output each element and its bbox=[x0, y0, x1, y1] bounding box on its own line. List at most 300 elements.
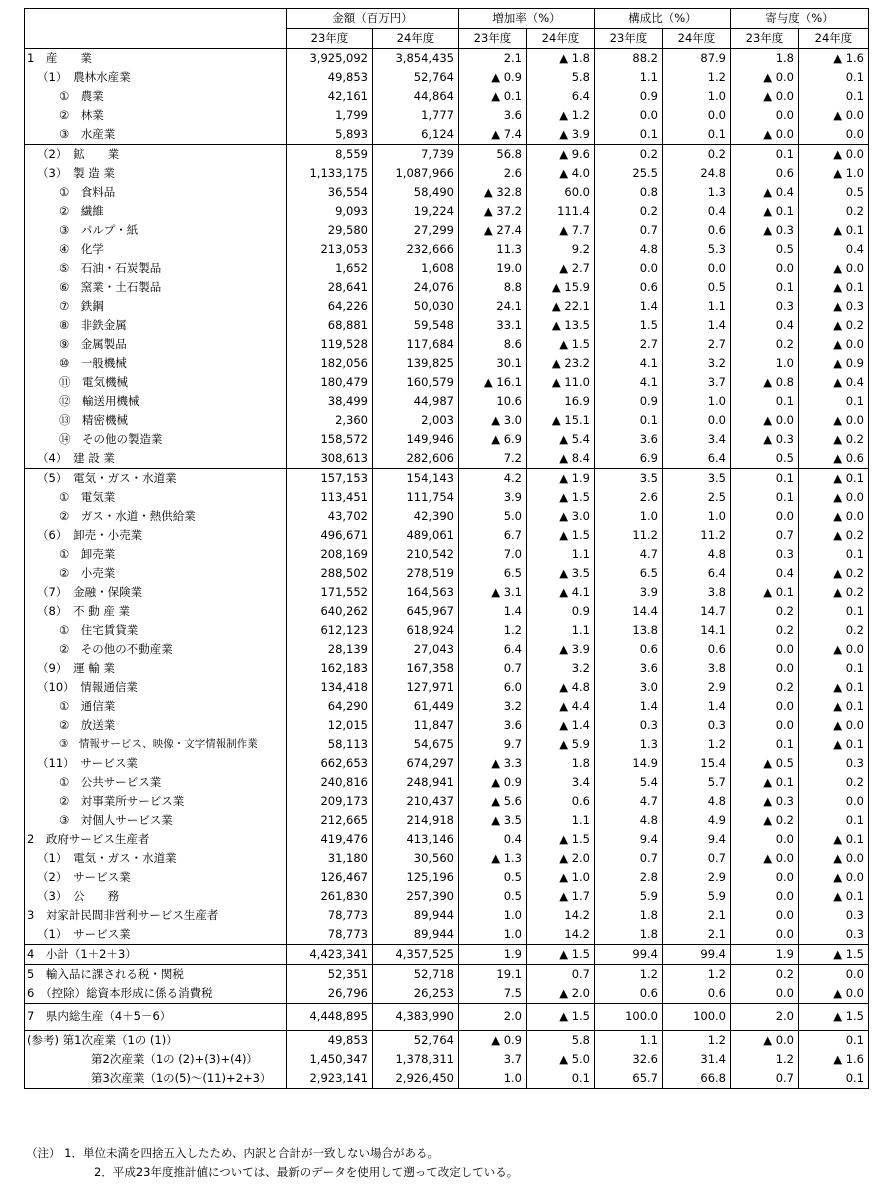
cell-value: 0.0 bbox=[731, 984, 799, 1004]
cell-value: 43,702 bbox=[287, 507, 373, 526]
row-label: ⑫ 輸送用機械 bbox=[25, 392, 287, 411]
cell-value: 6.5 bbox=[595, 564, 663, 583]
cell-value: 0.1 bbox=[731, 469, 799, 489]
table-row bbox=[25, 868, 869, 887]
cell-value: 0.0 bbox=[799, 965, 869, 985]
row-label: （1） 電気・ガス・水道業 bbox=[25, 849, 287, 868]
cell-value: ▲ 8.4 bbox=[527, 449, 595, 469]
cell-value: 15.4 bbox=[663, 754, 731, 773]
year-23: 23年度 bbox=[459, 29, 527, 49]
cell-value: ▲ 1.6 bbox=[799, 49, 869, 69]
cell-value: ▲ 0.0 bbox=[731, 411, 799, 430]
cell-value: 42,161 bbox=[287, 87, 373, 106]
cell-value: 28,641 bbox=[287, 278, 373, 297]
cell-value: 0.6 bbox=[595, 640, 663, 659]
cell-value: 1.0 bbox=[663, 507, 731, 526]
cell-value: 0.0 bbox=[731, 697, 799, 716]
table-row bbox=[25, 106, 869, 125]
cell-value: 0.0 bbox=[731, 925, 799, 945]
table-row bbox=[25, 792, 869, 811]
cell-value: ▲ 0.0 bbox=[799, 488, 869, 507]
cell-value: 88.2 bbox=[595, 49, 663, 69]
row-label: 6 （控除）総資本形成に係る消費税 bbox=[25, 984, 287, 1004]
cell-value: 59,548 bbox=[373, 316, 459, 335]
cell-value: 2,926,450 bbox=[373, 1069, 459, 1089]
cell-value: 0.3 bbox=[799, 754, 869, 773]
cell-value: 213,053 bbox=[287, 240, 373, 259]
cell-value: 674,297 bbox=[373, 754, 459, 773]
cell-value: 0.0 bbox=[731, 507, 799, 526]
cell-value: 9.2 bbox=[527, 240, 595, 259]
table-row bbox=[25, 392, 869, 411]
cell-value: 0.7 bbox=[663, 849, 731, 868]
cell-value: 1.8 bbox=[731, 49, 799, 69]
table-row bbox=[25, 945, 869, 965]
row-label: ⑭ その他の製造業 bbox=[25, 430, 287, 449]
cell-value: 1,087,966 bbox=[373, 164, 459, 183]
row-label: ① 通信業 bbox=[25, 697, 287, 716]
cell-value: 14.1 bbox=[663, 621, 731, 640]
row-label: （8） 不 動 産 業 bbox=[25, 602, 287, 621]
cell-value: 27,299 bbox=[373, 221, 459, 240]
table-row bbox=[25, 830, 869, 849]
table-row bbox=[25, 564, 869, 583]
cell-value: 24,076 bbox=[373, 278, 459, 297]
row-label: 第2次産業（1の (2)+(3)+(4)） bbox=[25, 1050, 287, 1069]
table-row bbox=[25, 906, 869, 925]
cell-value: 111.4 bbox=[527, 202, 595, 221]
table-body bbox=[25, 49, 869, 1089]
cell-value: 2.0 bbox=[731, 1004, 799, 1031]
cell-value: 1,777 bbox=[373, 106, 459, 125]
cell-value: 5,893 bbox=[287, 125, 373, 145]
cell-value: ▲ 23.2 bbox=[527, 354, 595, 373]
cell-value: 19,224 bbox=[373, 202, 459, 221]
table-row bbox=[25, 221, 869, 240]
cell-value: ▲ 0.0 bbox=[799, 259, 869, 278]
cell-value: ▲ 0.1 bbox=[799, 278, 869, 297]
table-row bbox=[25, 183, 869, 202]
row-label: 第3次産業（1の(5)～(11)+2+3） bbox=[25, 1069, 287, 1089]
cell-value: 240,816 bbox=[287, 773, 373, 792]
row-label: ③ 水産業 bbox=[25, 125, 287, 145]
cell-value: ▲ 0.2 bbox=[799, 564, 869, 583]
row-label: ② その他の不動産業 bbox=[25, 640, 287, 659]
cell-value: 158,572 bbox=[287, 430, 373, 449]
cell-value: 54,675 bbox=[373, 735, 459, 754]
cell-value: ▲ 2.0 bbox=[527, 984, 595, 1004]
cell-value: ▲ 0.0 bbox=[799, 984, 869, 1004]
cell-value: 1.9 bbox=[731, 945, 799, 965]
cell-value: 2.9 bbox=[663, 678, 731, 697]
cell-value: 0.2 bbox=[663, 145, 731, 165]
cell-value: ▲ 0.0 bbox=[731, 87, 799, 106]
cell-value: 0.0 bbox=[663, 259, 731, 278]
table-row bbox=[25, 507, 869, 526]
cell-value: 3.7 bbox=[459, 1050, 527, 1069]
row-label: ⑨ 金属製品 bbox=[25, 335, 287, 354]
cell-value: 3.6 bbox=[459, 106, 527, 125]
cell-value: 58,113 bbox=[287, 735, 373, 754]
cell-value: ▲ 1.8 bbox=[527, 49, 595, 69]
footnotes bbox=[26, 1144, 518, 1182]
cell-value: 160,579 bbox=[373, 373, 459, 392]
cell-value: 139,825 bbox=[373, 354, 459, 373]
row-label: ① 食料品 bbox=[25, 183, 287, 202]
cell-value: 1.5 bbox=[595, 316, 663, 335]
row-label: ③ 情報サービス、映像・文字情報制作業 bbox=[25, 735, 287, 754]
cell-value: 0.6 bbox=[595, 278, 663, 297]
cell-value: 0.4 bbox=[799, 240, 869, 259]
cell-value: 4,448,895 bbox=[287, 1004, 373, 1031]
cell-value: 0.1 bbox=[799, 68, 869, 87]
cell-value: ▲ 9.6 bbox=[527, 145, 595, 165]
cell-value: 0.0 bbox=[799, 125, 869, 145]
cell-value: 26,796 bbox=[287, 984, 373, 1004]
cell-value: 0.2 bbox=[731, 335, 799, 354]
cell-value: 0.9 bbox=[595, 87, 663, 106]
cell-value: 278,519 bbox=[373, 564, 459, 583]
cell-value: ▲ 0.0 bbox=[799, 716, 869, 735]
cell-value: 3.6 bbox=[459, 716, 527, 735]
cell-value: 0.4 bbox=[459, 830, 527, 849]
cell-value: ▲ 0.0 bbox=[799, 335, 869, 354]
header-group-row bbox=[25, 9, 869, 29]
cell-value: 308,613 bbox=[287, 449, 373, 469]
cell-value: 4.7 bbox=[595, 545, 663, 564]
cell-value: ▲ 27.4 bbox=[459, 221, 527, 240]
cell-value: 0.1 bbox=[731, 392, 799, 411]
table-row bbox=[25, 68, 869, 87]
table-row bbox=[25, 316, 869, 335]
table-row bbox=[25, 735, 869, 754]
cell-value: 58,490 bbox=[373, 183, 459, 202]
header-contribution: 寄与度（%） bbox=[731, 9, 869, 29]
cell-value: 0.3 bbox=[731, 297, 799, 316]
cell-value: ▲ 1.5 bbox=[527, 526, 595, 545]
cell-value: 0.0 bbox=[731, 868, 799, 887]
cell-value: 5.8 bbox=[527, 68, 595, 87]
cell-value: 1.0 bbox=[663, 87, 731, 106]
cell-value: 1.0 bbox=[459, 925, 527, 945]
cell-value: 0.1 bbox=[799, 1069, 869, 1089]
cell-value: 489,061 bbox=[373, 526, 459, 545]
cell-value: 0.1 bbox=[731, 145, 799, 165]
cell-value: 13.8 bbox=[595, 621, 663, 640]
cell-value: 3.6 bbox=[595, 659, 663, 678]
cell-value: 0.1 bbox=[731, 278, 799, 297]
cell-value: ▲ 4.1 bbox=[527, 583, 595, 602]
cell-value: 117,684 bbox=[373, 335, 459, 354]
cell-value: 2.9 bbox=[663, 868, 731, 887]
cell-value: 1.1 bbox=[527, 811, 595, 830]
cell-value: ▲ 0.5 bbox=[731, 754, 799, 773]
cell-value: 19.1 bbox=[459, 965, 527, 985]
cell-value: ▲ 0.1 bbox=[799, 697, 869, 716]
cell-value: 618,924 bbox=[373, 621, 459, 640]
row-label: ③ パルプ・紙 bbox=[25, 221, 287, 240]
table-row bbox=[25, 145, 869, 165]
cell-value: 3.2 bbox=[663, 354, 731, 373]
cell-value: 0.2 bbox=[799, 202, 869, 221]
cell-value: 3.9 bbox=[459, 488, 527, 507]
cell-value: 65.7 bbox=[595, 1069, 663, 1089]
cell-value: 111,754 bbox=[373, 488, 459, 507]
cell-value: 49,853 bbox=[287, 1031, 373, 1051]
row-label: ① 電気業 bbox=[25, 488, 287, 507]
cell-value: 0.9 bbox=[527, 602, 595, 621]
cell-value: 1.4 bbox=[663, 316, 731, 335]
cell-value: 0.7 bbox=[731, 1069, 799, 1089]
cell-value: ▲ 0.2 bbox=[799, 583, 869, 602]
cell-value: 0.4 bbox=[731, 316, 799, 335]
table-row bbox=[25, 526, 869, 545]
cell-value: ▲ 6.9 bbox=[459, 430, 527, 449]
cell-value: 89,944 bbox=[373, 925, 459, 945]
cell-value: ▲ 1.6 bbox=[799, 1050, 869, 1069]
cell-value: ▲ 3.9 bbox=[527, 640, 595, 659]
cell-value: 4.8 bbox=[663, 545, 731, 564]
cell-value: 5.3 bbox=[663, 240, 731, 259]
cell-value: 0.6 bbox=[663, 984, 731, 1004]
row-label: 1 産 業 bbox=[25, 49, 287, 69]
cell-value: 232,666 bbox=[373, 240, 459, 259]
cell-value: 29,580 bbox=[287, 221, 373, 240]
cell-value: ▲ 0.4 bbox=[731, 183, 799, 202]
cell-value: 0.6 bbox=[663, 221, 731, 240]
cell-value: ▲ 1.5 bbox=[527, 488, 595, 507]
table-row bbox=[25, 278, 869, 297]
table-row bbox=[25, 1031, 869, 1051]
footnote-2: 2．平成23年度推計値については、最新のデータを使用して遡って改定している。 bbox=[94, 1165, 519, 1179]
cell-value: 0.0 bbox=[731, 906, 799, 925]
cell-value: 0.0 bbox=[663, 411, 731, 430]
cell-value: 19.0 bbox=[459, 259, 527, 278]
row-label: 7 県内総生産（4＋5－6） bbox=[25, 1004, 287, 1031]
cell-value: 0.2 bbox=[731, 965, 799, 985]
cell-value: 14.2 bbox=[527, 925, 595, 945]
cell-value: 2.1 bbox=[459, 49, 527, 69]
cell-value: ▲ 3.3 bbox=[459, 754, 527, 773]
cell-value: 0.6 bbox=[595, 984, 663, 1004]
cell-value: ▲ 1.0 bbox=[527, 868, 595, 887]
cell-value: 210,542 bbox=[373, 545, 459, 564]
row-label: ① 卸売業 bbox=[25, 545, 287, 564]
cell-value: 7.2 bbox=[459, 449, 527, 469]
cell-value: 0.7 bbox=[459, 659, 527, 678]
row-label: ② 繊維 bbox=[25, 202, 287, 221]
table-row bbox=[25, 545, 869, 564]
cell-value: 214,918 bbox=[373, 811, 459, 830]
cell-value: 31.4 bbox=[663, 1050, 731, 1069]
cell-value: ▲ 0.1 bbox=[731, 202, 799, 221]
cell-value: 0.1 bbox=[595, 411, 663, 430]
cell-value: 6,124 bbox=[373, 125, 459, 145]
cell-value: ▲ 3.5 bbox=[527, 564, 595, 583]
row-label: ⑪ 電気機械 bbox=[25, 373, 287, 392]
header-growth-rate: 増加率（%） bbox=[459, 9, 595, 29]
cell-value: 6.4 bbox=[663, 449, 731, 469]
cell-value: 0.1 bbox=[731, 488, 799, 507]
cell-value: 3.8 bbox=[663, 659, 731, 678]
table-row bbox=[25, 965, 869, 985]
cell-value: ▲ 0.1 bbox=[459, 87, 527, 106]
cell-value: ▲ 0.0 bbox=[731, 68, 799, 87]
table-row bbox=[25, 1069, 869, 1089]
table-row bbox=[25, 202, 869, 221]
row-label: （1） 農林水産業 bbox=[25, 68, 287, 87]
cell-value: 0.7 bbox=[527, 965, 595, 985]
cell-value: 1.1 bbox=[663, 297, 731, 316]
table-row bbox=[25, 449, 869, 469]
cell-value: 257,390 bbox=[373, 887, 459, 906]
cell-value: ▲ 0.1 bbox=[799, 678, 869, 697]
cell-value: ▲ 0.0 bbox=[799, 106, 869, 125]
cell-value: 662,653 bbox=[287, 754, 373, 773]
cell-value: 0.0 bbox=[731, 640, 799, 659]
table-row bbox=[25, 773, 869, 792]
cell-value: 0.2 bbox=[731, 602, 799, 621]
cell-value: 7.0 bbox=[459, 545, 527, 564]
cell-value: 5.9 bbox=[595, 887, 663, 906]
cell-value: 1.2 bbox=[595, 965, 663, 985]
row-label: （1） サービス業 bbox=[25, 925, 287, 945]
cell-value: ▲ 13.5 bbox=[527, 316, 595, 335]
cell-value: 26,253 bbox=[373, 984, 459, 1004]
table-row bbox=[25, 430, 869, 449]
table-row bbox=[25, 849, 869, 868]
cell-value: ▲ 5.9 bbox=[527, 735, 595, 754]
cell-value: 1,652 bbox=[287, 259, 373, 278]
cell-value: ▲ 0.9 bbox=[459, 773, 527, 792]
cell-value: 171,552 bbox=[287, 583, 373, 602]
cell-value: 30.1 bbox=[459, 354, 527, 373]
cell-value: 3,925,092 bbox=[287, 49, 373, 69]
header-blank bbox=[25, 9, 287, 49]
table-row bbox=[25, 583, 869, 602]
cell-value: 4.1 bbox=[595, 373, 663, 392]
cell-value: 8.6 bbox=[459, 335, 527, 354]
cell-value: 8,559 bbox=[287, 145, 373, 165]
cell-value: 0.0 bbox=[731, 716, 799, 735]
cell-value: 0.2 bbox=[731, 678, 799, 697]
cell-value: 154,143 bbox=[373, 469, 459, 489]
cell-value: 10.6 bbox=[459, 392, 527, 411]
cell-value: 5.7 bbox=[663, 773, 731, 792]
table-row bbox=[25, 697, 869, 716]
cell-value: 3.8 bbox=[663, 583, 731, 602]
row-label: ② 小売業 bbox=[25, 564, 287, 583]
cell-value: 0.1 bbox=[731, 735, 799, 754]
table-row bbox=[25, 887, 869, 906]
row-label: 5 輸入品に課される税・関税 bbox=[25, 965, 287, 985]
cell-value: 4,383,990 bbox=[373, 1004, 459, 1031]
cell-value: 1.8 bbox=[595, 925, 663, 945]
cell-value: ▲ 1.0 bbox=[799, 164, 869, 183]
cell-value: 1,133,175 bbox=[287, 164, 373, 183]
cell-value: ▲ 1.5 bbox=[527, 335, 595, 354]
cell-value: 1.0 bbox=[459, 906, 527, 925]
cell-value: 44,987 bbox=[373, 392, 459, 411]
row-label: ⑬ 精密機械 bbox=[25, 411, 287, 430]
cell-value: 0.1 bbox=[799, 1031, 869, 1051]
cell-value: 16.9 bbox=[527, 392, 595, 411]
row-label: ① 農業 bbox=[25, 87, 287, 106]
cell-value: ▲ 0.1 bbox=[799, 469, 869, 489]
table-row bbox=[25, 678, 869, 697]
cell-value: 14.4 bbox=[595, 602, 663, 621]
cell-value: 6.4 bbox=[527, 87, 595, 106]
row-label: ① 公共サービス業 bbox=[25, 773, 287, 792]
cell-value: ▲ 22.1 bbox=[527, 297, 595, 316]
footnote-1: （注） 1．単位未満を四捨五入したため、内訳と合計が一致しない場合がある。 bbox=[26, 1146, 440, 1160]
year-24: 24年度 bbox=[373, 29, 459, 49]
cell-value: 0.7 bbox=[595, 221, 663, 240]
cell-value: 38,499 bbox=[287, 392, 373, 411]
row-label: （2） 鉱 業 bbox=[25, 145, 287, 165]
cell-value: ▲ 0.0 bbox=[799, 145, 869, 165]
cell-value: 78,773 bbox=[287, 925, 373, 945]
row-label: 2 政府サービス生産者 bbox=[25, 830, 287, 849]
cell-value: 4.8 bbox=[663, 792, 731, 811]
cell-value: ▲ 2.0 bbox=[527, 849, 595, 868]
row-label: （9） 運 輸 業 bbox=[25, 659, 287, 678]
cell-value: 0.1 bbox=[799, 87, 869, 106]
row-label: ② ガス・水道・熱供給業 bbox=[25, 507, 287, 526]
cell-value: ▲ 0.9 bbox=[799, 354, 869, 373]
row-label: （3） 製 造 業 bbox=[25, 164, 287, 183]
cell-value: 210,437 bbox=[373, 792, 459, 811]
row-label: （3） 公 務 bbox=[25, 887, 287, 906]
cell-value: 119,528 bbox=[287, 335, 373, 354]
cell-value: 612,123 bbox=[287, 621, 373, 640]
cell-value: 6.0 bbox=[459, 678, 527, 697]
cell-value: 6.4 bbox=[459, 640, 527, 659]
row-label: ③ 対個人サービス業 bbox=[25, 811, 287, 830]
table-row bbox=[25, 373, 869, 392]
row-label: ② 林業 bbox=[25, 106, 287, 125]
cell-value: 4,423,341 bbox=[287, 945, 373, 965]
cell-value: ▲ 1.3 bbox=[459, 849, 527, 868]
cell-value: ▲ 4.0 bbox=[527, 164, 595, 183]
cell-value: 413,146 bbox=[373, 830, 459, 849]
table-row bbox=[25, 925, 869, 945]
cell-value: 208,169 bbox=[287, 545, 373, 564]
cell-value: 2.1 bbox=[663, 906, 731, 925]
cell-value: 100.0 bbox=[595, 1004, 663, 1031]
cell-value: 1.3 bbox=[663, 183, 731, 202]
cell-value: ▲ 11.0 bbox=[527, 373, 595, 392]
cell-value: 0.7 bbox=[595, 849, 663, 868]
cell-value: ▲ 0.0 bbox=[799, 411, 869, 430]
cell-value: 1.1 bbox=[527, 621, 595, 640]
cell-value: ▲ 15.9 bbox=[527, 278, 595, 297]
row-label: （4） 建 設 業 bbox=[25, 449, 287, 469]
row-label: （10） 情報通信業 bbox=[25, 678, 287, 697]
cell-value: ▲ 1.5 bbox=[527, 1004, 595, 1031]
cell-value: 0.5 bbox=[459, 868, 527, 887]
cell-value: 3.5 bbox=[595, 469, 663, 489]
cell-value: 0.1 bbox=[595, 125, 663, 145]
cell-value: 4.9 bbox=[663, 811, 731, 830]
cell-value: ▲ 0.1 bbox=[799, 735, 869, 754]
cell-value: 0.0 bbox=[799, 792, 869, 811]
row-label: 3 対家計民間非営利サービス生産者 bbox=[25, 906, 287, 925]
table-row bbox=[25, 984, 869, 1004]
cell-value: 32.6 bbox=[595, 1050, 663, 1069]
cell-value: 1.2 bbox=[459, 621, 527, 640]
row-label: （11） サービス業 bbox=[25, 754, 287, 773]
